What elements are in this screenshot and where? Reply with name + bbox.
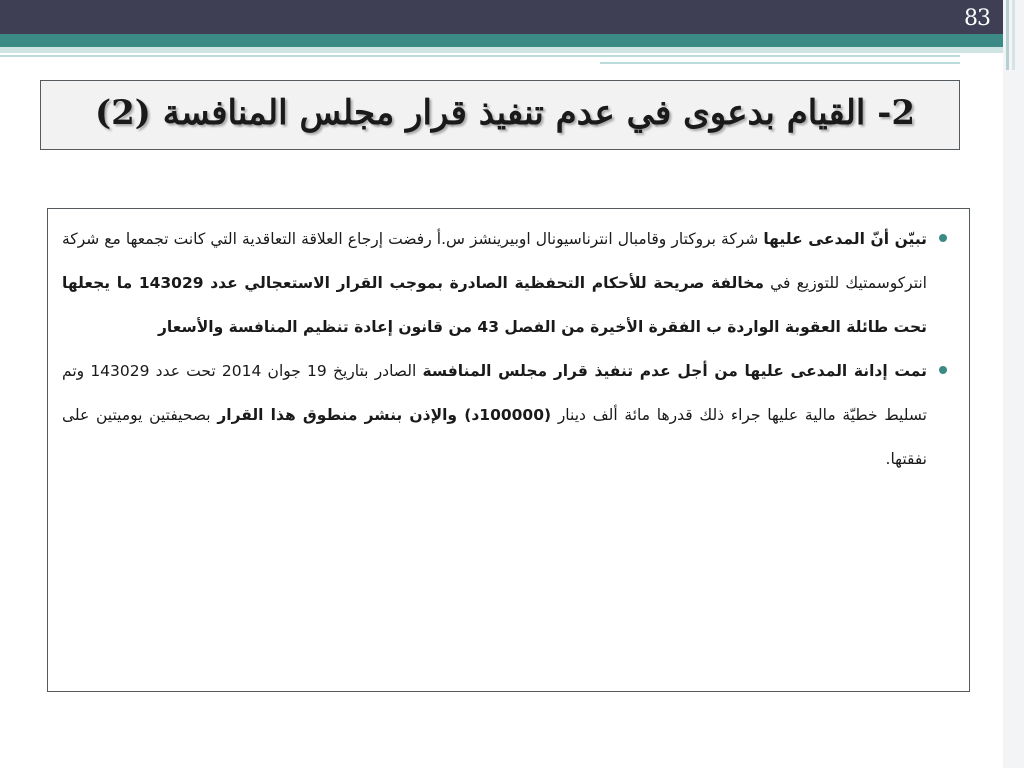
header-band-teal <box>0 34 1003 47</box>
bullet-dot-icon <box>939 366 947 374</box>
bullet-text: الصادر بتاريخ 19 جوان 2014 تحت عدد 143029 وتم تسليط خطيّة مالية عليها جراء ذلك قدرها مائة ألف دينار <box>62 362 928 424</box>
slide-title-box <box>40 80 960 150</box>
slide-page-number: 83 <box>964 6 990 31</box>
header-band-pale <box>0 47 1003 53</box>
header-deco-line <box>600 62 960 64</box>
bullet-item <box>62 217 953 349</box>
bullet-list <box>62 217 953 481</box>
bullet-bold-text: مخالفة صريحة للأحكام التحفظية الصادرة بموجب القرار الاستعجالي عدد 143029 ما يجعلها تحت طائلة العقوبة الواردة ب الفقرة الأخيرة من الفصل 43 من قانون إعادة تنظيم المنافسة والأسعار <box>62 274 927 336</box>
right-edge-strip <box>1003 0 1024 768</box>
right-edge-line <box>1012 0 1015 70</box>
right-edge-line <box>1006 0 1009 70</box>
bullet-item <box>62 349 953 481</box>
header-deco-line <box>0 55 960 57</box>
content-box <box>47 208 970 692</box>
header-band-dark <box>0 0 1003 34</box>
bullet-bold-text: (100000د) والإذن بنشر منطوق هذا القرار <box>217 406 552 424</box>
bullet-text: بصحيفتين يوميتين على نفقتها. <box>62 406 927 468</box>
slide-title: 2- القيام بدعوى في عدم تنفيذ قرار مجلس المنافسة (2) <box>95 93 915 133</box>
bullet-bold-text: تبيّن أنّ المدعى عليها <box>763 230 927 248</box>
bullet-bold-text: تمت إدانة المدعى عليها من أجل عدم تنفيذ قرار مجلس المنافسة <box>422 362 927 380</box>
bullet-dot-icon <box>939 234 947 242</box>
bullet-text: شركة بروكتار وقامبال انترناسيونال اوبيرينشز س.أ رفضت إرجاع العلاقة التعاقدية التي كانت تجمعها مع شركة انتركوسمتيك للتوزيع في <box>62 230 927 292</box>
